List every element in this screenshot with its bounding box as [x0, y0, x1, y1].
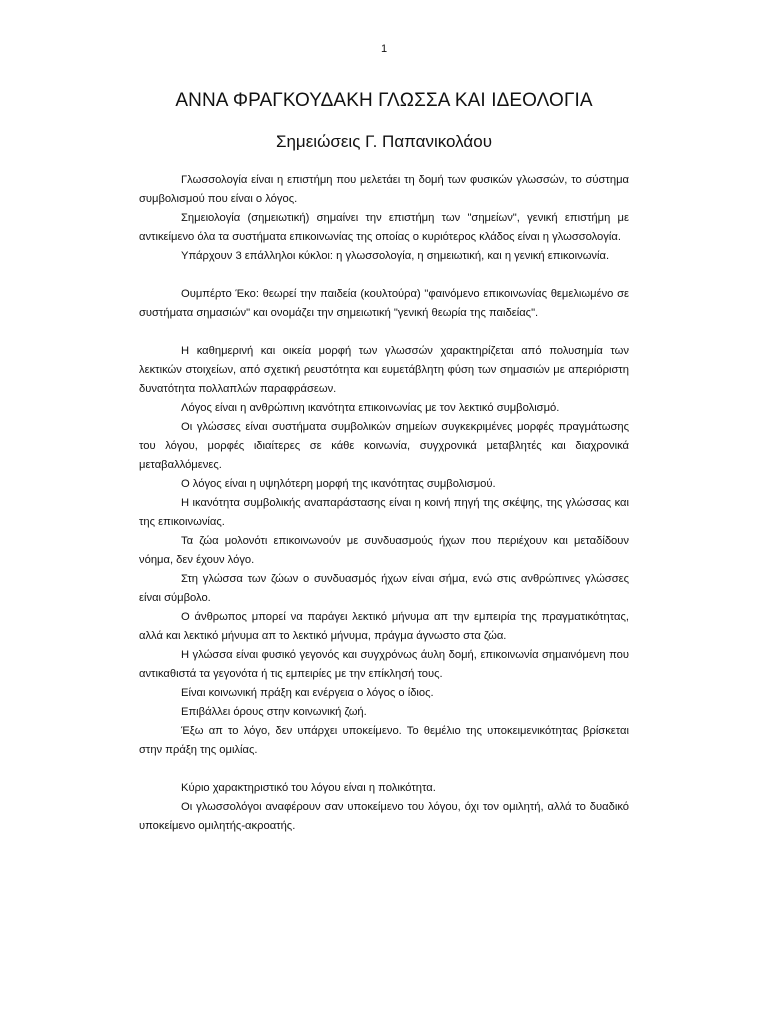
paragraph: Τα ζώα μολονότι επικοινωνούν με συνδυασμούς ήχων που περιέχουν και μεταδίδουν νόημα, δεν έχουν λόγο. [139, 535, 629, 566]
paragraph: Σημειολογία (σημειωτική) σημαίνει την επιστήμη των "σημείων", γενική επιστήμη με αντικείμενο όλα τα συστήματα επικοινωνίας της οποίας ο κυριότερος κλάδος είναι η γλωσσολογία. [139, 212, 629, 243]
paragraph: Στη γλώσσα των ζώων ο συνδυασμός ήχων είναι σήμα, ενώ στις ανθρώπινες γλώσσες είναι σύμβολο. [139, 573, 629, 604]
paragraph: Οι γλώσσες είναι συστήματα συμβολικών σημείων συγκεκριμένες μορφές πραγμάτωσης του λόγου, μορφές ιδιαίτερες σε κάθε κοινωνία, συγχρονικά μεταβλητές και διαχρονικά μεταβαλλόμενες. [139, 421, 629, 471]
page-number: 1 [380, 43, 388, 55]
paragraph: Κύριο χαρακτηριστικό του λόγου είναι η πολικότητα. [181, 782, 436, 794]
document-subtitle: Σημειώσεις Γ. Παπανικολάου [275, 132, 493, 151]
paragraph: Η καθημερινή και οικεία μορφή των γλωσσών χαρακτηρίζεται από πολυσημία των λεκτικών στοιχείων, από σχετική ρευστότητα και ευμετάβλητη φύση των σημασιών με απεριόριστη δυνατότητα πολλαπλών παραφράσεων. [139, 345, 629, 395]
paragraph: Επιβάλλει όρους στην κοινωνική ζωή. [181, 706, 367, 718]
paragraph: Είναι κοινωνική πράξη και ενέργεια ο λόγος ο ίδιος. [181, 687, 434, 699]
paragraph: Έξω απ το λόγο, δεν υπάρχει υποκείμενο. Το θεμέλιο της υποκειμενικότητας βρίσκεται στην πράξη της ομιλίας. [139, 725, 629, 756]
paragraph: Γλωσσολογία είναι η επιστήμη που μελετάει τη δομή των φυσικών γλωσσών, το σύστημα συμβολισμού που είναι ο λόγος. [139, 174, 629, 205]
paragraph: Ο άνθρωπος μπορεί να παράγει λεκτικό μήνυμα απ την εμπειρία της πραγματικότητας, αλλά και λεκτικό μήνυμα απ το λεκτικό μήνυμα, πράγμα άγνωστο στα ζώα. [139, 611, 629, 642]
paragraph: Ουμπέρτο Έκο: θεωρεί την παιδεία (κουλτούρα) "φαινόμενο επικοινωνίας θεμελιωμένο σε συστήματα σημασιών" και ονομάζει την σημειωτική "γενική θεωρία της παιδείας". [139, 288, 629, 319]
paragraph: Λόγος είναι η ανθρώπινη ικανότητα επικοινωνίας με τον λεκτικό συμβολισμό. [181, 402, 560, 414]
body-text [139, 171, 629, 836]
paragraph: Η γλώσσα είναι φυσικό γεγονός και συγχρόνως άυλη δομή, επικοινωνία σημαινόμενη που αντικαθιστά τα γεγονότα ή τις εμπειρίες με την επίκλησή τους. [139, 649, 629, 680]
paragraph: Η ικανότητα συμβολικής αναπαράστασης είναι η κοινή πηγή της σκέψης, της γλώσσας και της επικοινωνίας. [139, 497, 629, 528]
paragraph: Οι γλωσσολόγοι αναφέρουν σαν υποκείμενο του λόγου, όχι τον ομιλητή, αλλά το δυαδικό υποκείμενο ομιλητής-ακροατής. [139, 801, 629, 832]
paragraph: Ο λόγος είναι η υψηλότερη μορφή της ικανότητας συμβολισμού. [181, 478, 496, 490]
document-title: ΑΝΝΑ ΦΡΑΓΚΟΥΔΑΚΗ ΓΛΩΣΣΑ ΚΑΙ ΙΔΕΟΛΟΓΙΑ [175, 90, 593, 111]
paragraph: Υπάρχουν 3 επάλληλοι κύκλοι: η γλωσσολογία, η σημειωτική, και η γενική επικοινωνία. [181, 250, 610, 262]
